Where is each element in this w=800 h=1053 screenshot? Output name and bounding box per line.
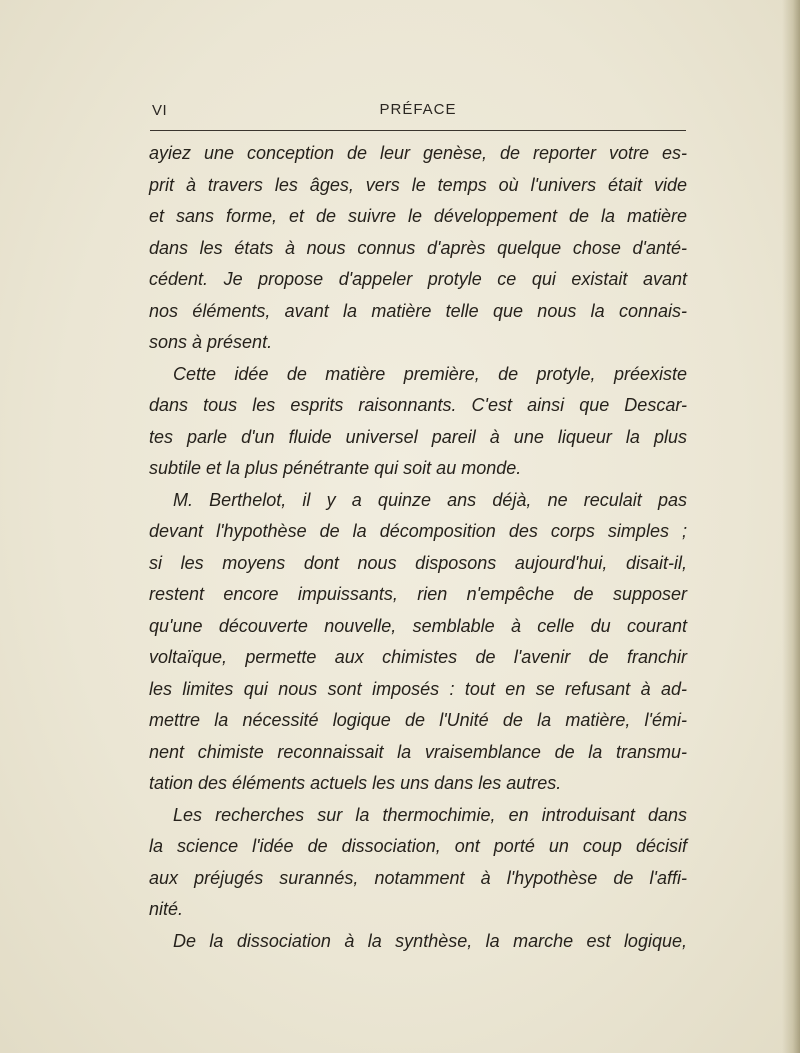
paragraph-first-line: Les recherches sur la thermochimie, en introduisant dans (173, 804, 687, 825)
text-line: mettre la nécessité logique de l'Unité de la matière, l'émi- (149, 710, 687, 730)
text-line: restent encore impuissants, rien n'empêche de supposer (149, 584, 687, 604)
text-line: ayiez une conception de leur genèse, de reporter votre es- (149, 143, 687, 163)
text-line: tes parle d'un fluide universel pareil à une liqueur la plus (149, 426, 687, 447)
text-line: et sans forme, et de suivre le développement de la matière (149, 206, 687, 226)
page-edge-shadow (782, 0, 800, 1053)
text-line: dans tous les esprits raisonnants. C'est ainsi que Descar- (149, 395, 687, 415)
text-line: nité. (149, 899, 184, 919)
running-title: PRÉFACE (379, 101, 457, 118)
page-number: VI (152, 102, 168, 119)
text-line: tation des éléments actuels les uns dans les autres. (149, 773, 562, 793)
text-line: prit à travers les âges, vers le temps où l'univers était vide (149, 174, 687, 195)
text-line: devant l'hypothèse de la décomposition des corps simples ; (149, 521, 687, 541)
paragraph-first-line: De la dissociation à la synthèse, la marche est logique, (173, 930, 687, 951)
paragraph-first-line: Cette idée de matière première, de protyle, préexiste (173, 363, 687, 384)
text-line: sons à présent. (149, 332, 273, 352)
body-text (149, 138, 687, 957)
text-line: nos éléments, avant la matière telle que nous la connais- (149, 300, 687, 321)
text-line: cédent. Je propose d'appeler protyle ce qui existait avant (149, 269, 687, 289)
text-line: nent chimiste reconnaissait la vraisemblance de la transmu- (149, 741, 687, 762)
text-line: si les moyens dont nous disposons aujourd'hui, disait-il, (149, 552, 687, 573)
text-line: les limites qui nous sont imposés : tout en se refusant à ad- (149, 678, 687, 699)
text-line: voltaïque, permette aux chimistes de l'avenir de franchir (149, 647, 687, 667)
text-line: subtile et la plus pénétrante qui soit au monde. (149, 458, 522, 478)
header-rule (150, 130, 686, 131)
text-line: aux préjugés surannés, notamment à l'hypothèse de l'affi- (149, 867, 687, 888)
page-header (150, 98, 686, 132)
paragraph-first-line: M. Berthelot, il y a quinze ans déjà, ne reculait pas (173, 489, 687, 510)
text-line: dans les états à nous connus d'après quelque chose d'anté- (149, 237, 687, 258)
text-line: la science l'idée de dissociation, ont porté un coup décisif (149, 836, 687, 856)
text-line: qu'une découverte nouvelle, semblable à celle du courant (149, 615, 687, 636)
